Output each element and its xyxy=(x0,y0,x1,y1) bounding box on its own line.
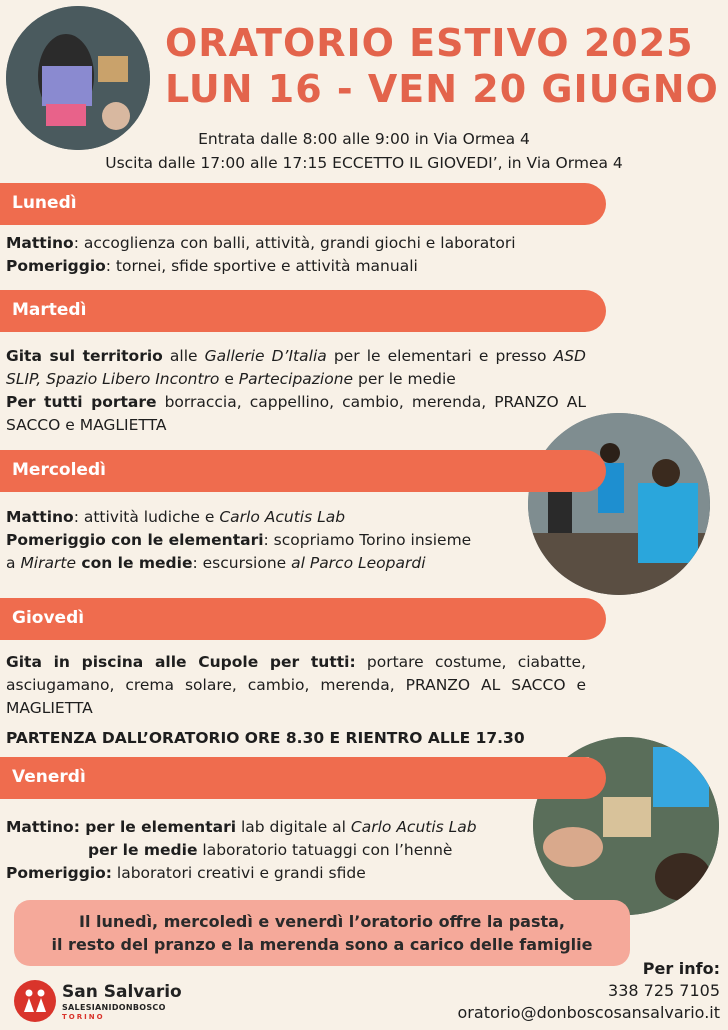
mon-pomeriggio-text: : tornei, sfide sportive e attività manuali xyxy=(105,257,418,275)
fri-mattino-place: Carlo Acutis Lab xyxy=(350,818,477,836)
page-title xyxy=(165,20,719,112)
photo-children-playing xyxy=(528,413,710,595)
mon-mattino-text: : accoglienza con balli, attività, grandi giochi e laboratori xyxy=(73,234,516,252)
tue-gita-place-2: ASD SLIP, Spazio Libero Incontro xyxy=(6,347,586,388)
lunch-notice-line-1: Il lunedì, mercoledì e venerdì l’oratorio offre la pasta, xyxy=(78,912,566,931)
day-band-friday xyxy=(0,757,606,799)
fri-mattino-text: lab digitale al xyxy=(236,818,351,836)
fri-mattino-label: Mattino: per le elementari xyxy=(6,818,237,836)
thursday-departure: PARTENZA DALL’ORATORIO ORE 8.30 E RIENTRO ALLE 17.30 xyxy=(6,729,525,747)
wed-line3-c: : escursione xyxy=(192,554,292,572)
tue-gita-text-1: alle xyxy=(162,347,205,365)
tue-gita-place: Gallerie D’Italia xyxy=(204,347,327,365)
exit-time: Uscita dalle 17:00 alle 17:15 ECCETTO IL GIOVEDI’, in Via Ormea 4 xyxy=(105,154,623,172)
day-label-tuesday: Martedì xyxy=(12,300,87,320)
day-band-thursday xyxy=(0,598,606,640)
thu-gita-text: portare costume, ciabatte, asciugamano, crema solare, cambio, merenda, PRANZO AL SACCO e MAGLIETTA xyxy=(6,653,586,717)
wed-pom-text: : scopriamo Torino insieme xyxy=(263,531,472,549)
tuesday-block xyxy=(6,345,586,437)
mon-mattino-label: Mattino xyxy=(6,234,74,252)
tue-gita-text-3: e xyxy=(219,370,239,388)
wed-line3-a: a xyxy=(6,554,21,572)
wed-pom-label: Pomeriggio con le elementari xyxy=(6,531,264,549)
tue-portare-text: borraccia, cappellino, cambio, merenda, PRANZO AL SACCO e MAGLIETTA xyxy=(6,393,586,434)
day-band-tuesday xyxy=(0,290,606,332)
thu-gita-label: Gita in piscina alle Cupole per tutti: xyxy=(6,653,356,671)
wed-line3-place-2: al Parco Leopardi xyxy=(291,554,426,572)
day-label-monday: Lunedì xyxy=(12,193,77,213)
info-email[interactable]: oratorio@donboscosansalvario.it xyxy=(457,1003,720,1022)
logo-subtitle: SALESIANIDONBOSCO xyxy=(62,1003,166,1012)
logo-name: San Salvario xyxy=(62,982,182,1002)
title-line-1: ORATORIO ESTIVO 2025 xyxy=(165,21,694,65)
wed-mattino-text: : attività ludiche e xyxy=(73,508,220,526)
day-label-friday: Venerdì xyxy=(12,767,86,787)
entry-time: Entrata dalle 8:00 alle 9:00 in Via Ormea 4 xyxy=(198,130,530,148)
wed-line3-b: con le medie xyxy=(75,554,193,572)
wed-mattino-place: Carlo Acutis Lab xyxy=(219,508,346,526)
fri-medie-label: per le medie xyxy=(88,841,198,859)
fri-pom-text: laboratori creativi e grandi sfide xyxy=(111,864,366,882)
logo-city: TORINO xyxy=(62,1013,105,1021)
lunch-notice xyxy=(14,900,630,966)
day-band-wednesday xyxy=(0,450,606,492)
mon-pomeriggio-label: Pomeriggio xyxy=(6,257,106,275)
friday-block xyxy=(6,816,526,885)
wednesday-block xyxy=(6,506,526,575)
tue-gita-label: Gita sul territorio xyxy=(6,347,163,365)
wed-mattino-label: Mattino xyxy=(6,508,74,526)
tue-gita-text-2: per le elementari e presso xyxy=(326,347,554,365)
tue-gita-text-4: per le medie xyxy=(353,370,456,388)
monday-block xyxy=(6,232,586,278)
info-label: Per info: xyxy=(642,959,720,978)
wed-line3-place: Mirarte xyxy=(20,554,76,572)
title-line-2: LUN 16 - VEN 20 GIUGNO xyxy=(165,67,719,111)
tue-portare-label: Per tutti portare xyxy=(6,393,157,411)
info-phone[interactable]: 338 725 7105 xyxy=(608,981,720,1000)
day-label-wednesday: Mercoledì xyxy=(12,460,106,480)
day-band-monday xyxy=(0,183,606,225)
fri-pom-label: Pomeriggio: xyxy=(6,864,112,882)
day-label-thursday: Giovedì xyxy=(12,608,85,628)
tue-gita-place-3: Partecipazione xyxy=(238,370,354,388)
thursday-block xyxy=(6,651,586,720)
fri-medie-text: laboratorio tatuaggi con l’hennè xyxy=(197,841,453,859)
lunch-notice-line-2: il resto del pranzo e la merenda sono a carico delle famiglie xyxy=(51,935,593,954)
san-salvario-logo-icon xyxy=(14,980,56,1022)
